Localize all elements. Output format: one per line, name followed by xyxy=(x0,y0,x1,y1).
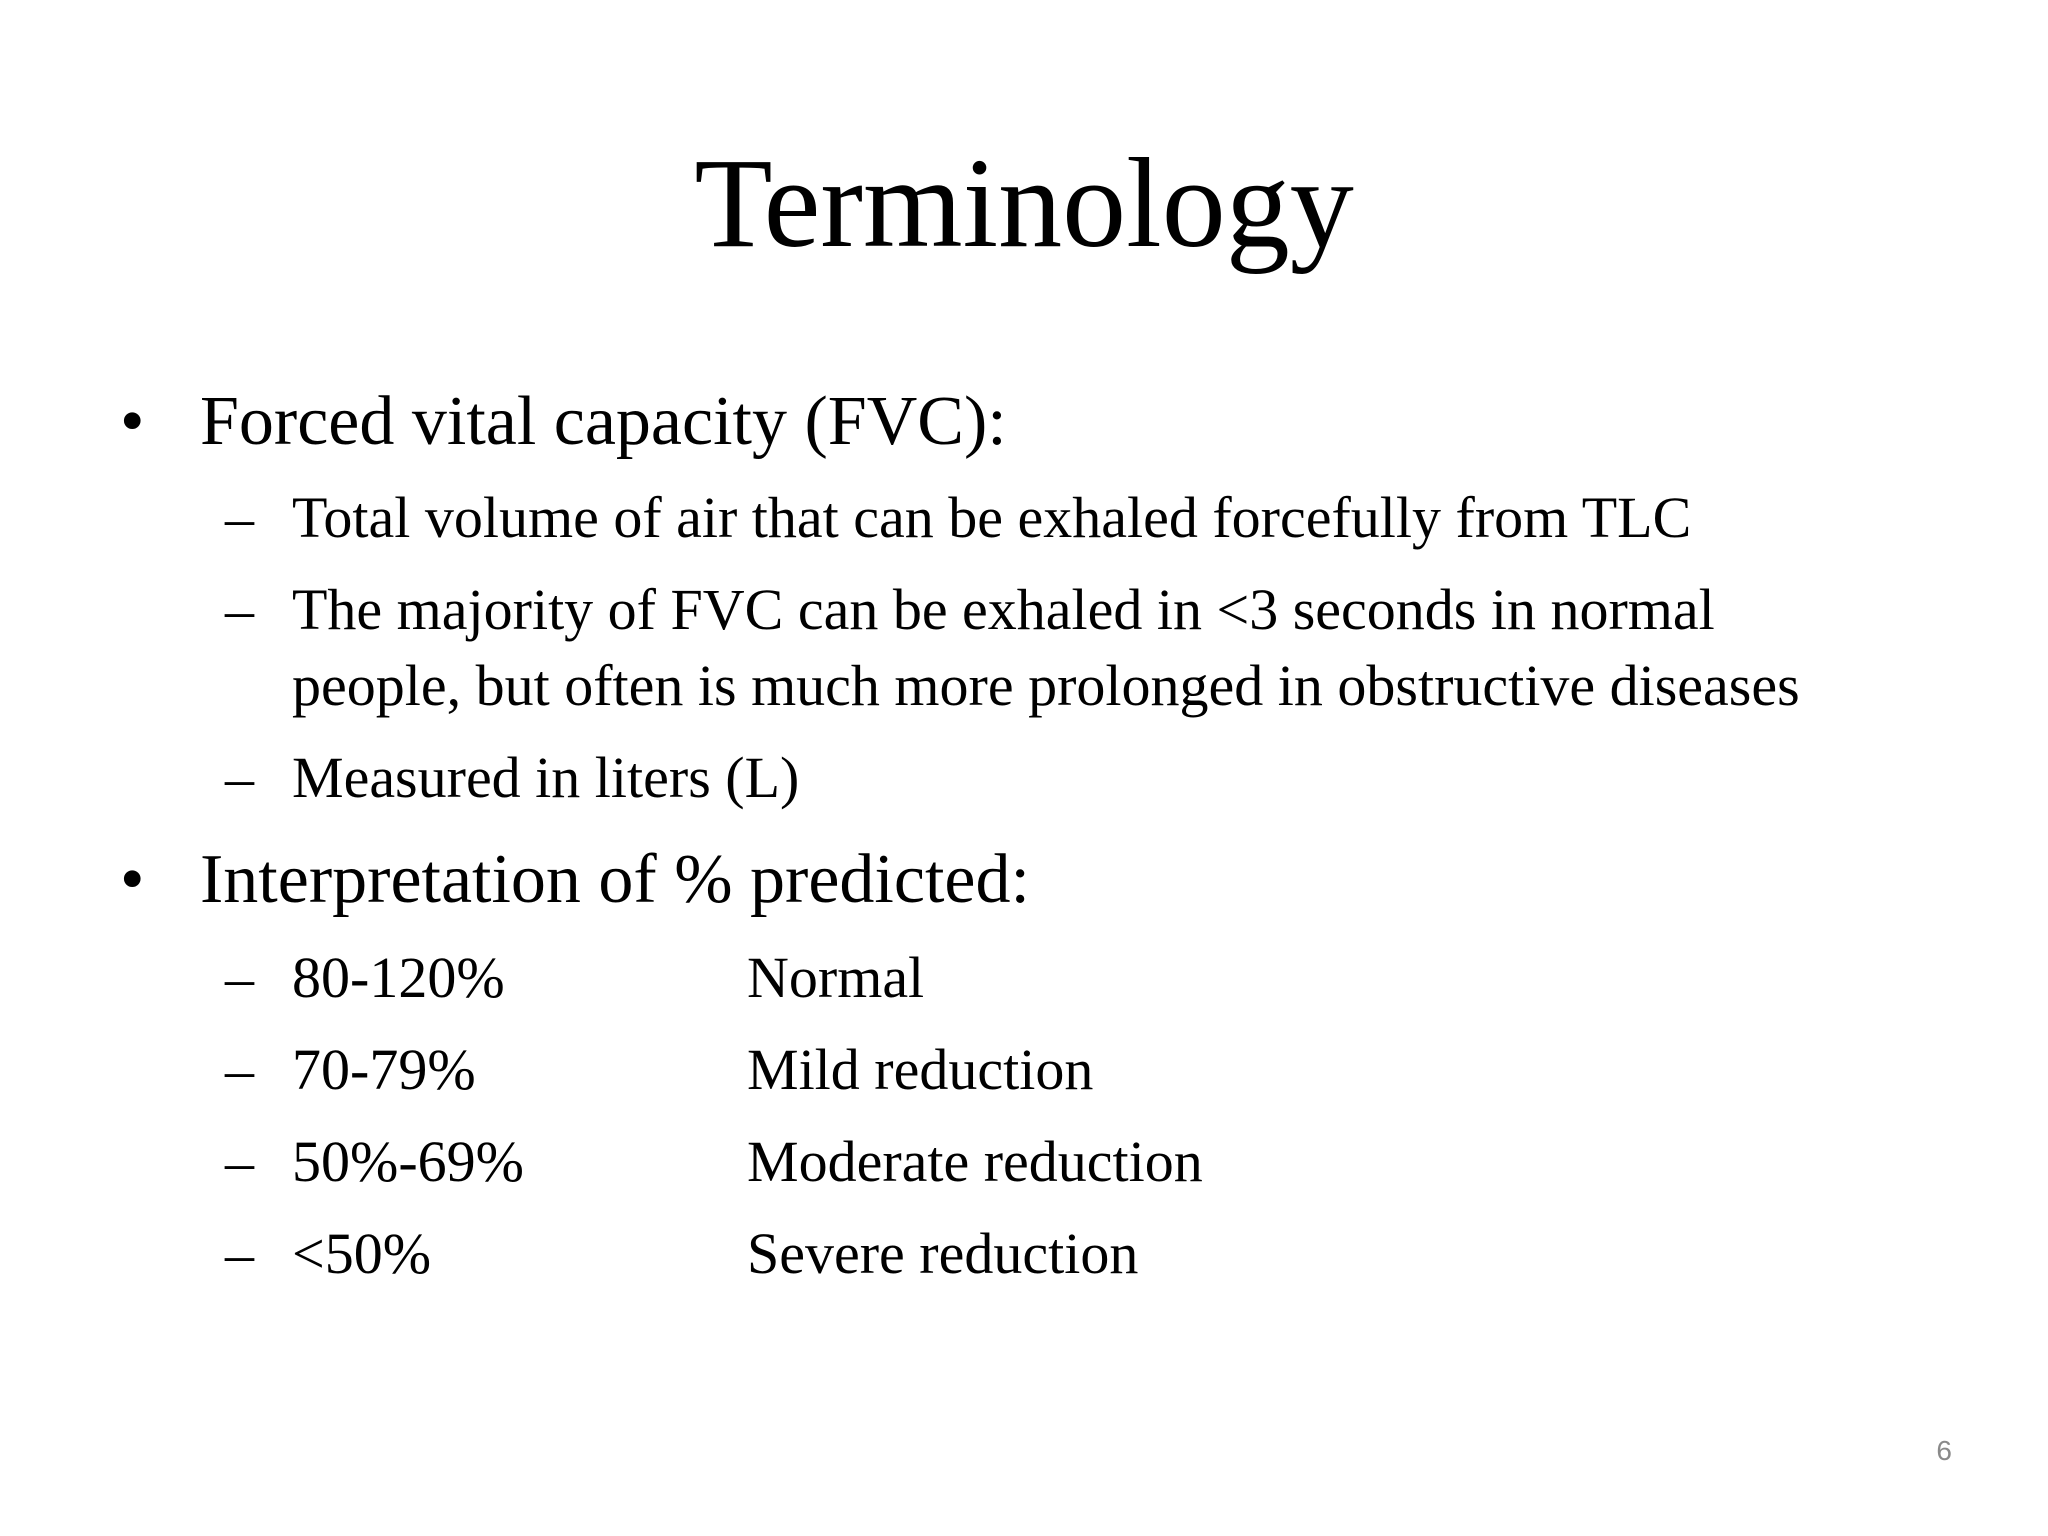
slide-title: Terminology xyxy=(694,132,1354,274)
sub-item-measured-liters: Measured in liters (L) xyxy=(292,745,800,810)
range-label: 50%-69% xyxy=(292,1129,524,1194)
dash-icon: – xyxy=(225,745,254,810)
range-meaning: Severe reduction xyxy=(747,1221,1139,1286)
bullet-heading-interpretation: Interpretation of % predicted: xyxy=(200,841,1030,918)
range-meaning: Mild reduction xyxy=(747,1037,1094,1102)
range-meaning: Moderate reduction xyxy=(747,1129,1203,1194)
sub-item-total-volume: Total volume of air that can be exhaled forcefully from TLC xyxy=(292,485,1692,550)
dash-icon: – xyxy=(225,1129,254,1194)
dash-icon: – xyxy=(225,485,254,550)
page-number: 6 xyxy=(1936,1435,1952,1466)
bullet-icon: • xyxy=(120,383,145,460)
sub-item-majority-line1: The majority of FVC can be exhaled in <3 seconds in normal xyxy=(292,577,1715,642)
bullet-icon: • xyxy=(120,841,145,918)
range-label: 80-120% xyxy=(292,945,505,1010)
range-label: 70-79% xyxy=(292,1037,476,1102)
dash-icon: – xyxy=(225,1221,254,1286)
range-label: <50% xyxy=(292,1221,432,1286)
sub-item-majority-line2: people, but often is much more prolonged in obstructive diseases xyxy=(292,653,1800,718)
dash-icon: – xyxy=(225,945,254,1010)
dash-icon: – xyxy=(225,1037,254,1102)
dash-icon: – xyxy=(225,577,254,642)
bullet-heading-fvc: Forced vital capacity (FVC): xyxy=(200,383,1007,460)
range-meaning: Normal xyxy=(747,945,925,1010)
